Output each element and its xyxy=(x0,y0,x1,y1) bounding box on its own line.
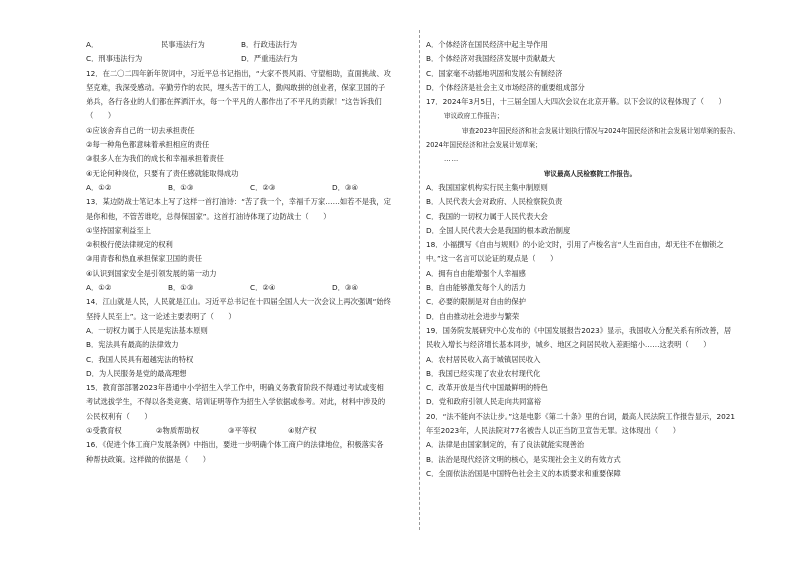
q12-line: 12．在二〇二四年新年贺词中，习近平总书记指出，“大家不畏风雨、守望相助，直面挑战、攻 xyxy=(86,68,391,78)
q19-option-c: C．改革开放是当代中国最鲜明的特色 xyxy=(426,383,548,393)
q14-option-a: A．一切权力属于人民是宪法基本原则 xyxy=(86,325,208,335)
q17-option-d: D．全国人民代表大会是我国的根本政治制度 xyxy=(426,225,571,235)
q12-item: ③很多人在为我们的成长和幸福承担着责任 xyxy=(86,154,224,164)
q18-option-a: A．拥有自由能增强个人幸福感 xyxy=(426,268,526,278)
q18-option-d: D．自由推动社会进步与繁荣 xyxy=(426,311,520,321)
q13-item: ①坚持国家利益至上 xyxy=(86,225,151,235)
q13-options xyxy=(86,281,416,295)
q17-option-c: C．我国的一切权力属于人民代表大会 xyxy=(426,211,548,221)
q12-option-c: C．②③ xyxy=(250,182,276,192)
q13-item: ③用青春和热血承担保家卫国的责任 xyxy=(86,254,202,264)
q15-line: 15．教育部部署2023年普通中小学招生入学工作中，明确义务教育阶段不得通过考试或变相 xyxy=(86,383,384,393)
q14-option-c: C．我国人民具有超越宪法的特权 xyxy=(86,354,194,364)
q13-option-c: C．②④ xyxy=(250,283,276,293)
q12-line: 弟兵，各行各业的人们都在挥洒汗水，每一个平凡的人都作出了不平凡的贡献！”这告诉我们 xyxy=(86,97,382,107)
q18-option-b: B．自由能够激发每个人的活力 xyxy=(426,283,526,293)
q11-option-a: 民事违法行为 xyxy=(161,40,205,49)
q17-option-b: B．人民代表大会对政府、人民检察院负责 xyxy=(426,197,563,207)
q16-option-d: D．个体经济是社会主义市场经济的重要组成部分 xyxy=(426,82,585,92)
q13-line: 是你和他，不管苦谁吃，总得保国家”。这首打油诗体现了边防战士（ ） xyxy=(86,211,331,221)
q13-line: 13．某边防战士笔记本上写了这样一首打油诗：“苦了我一个，幸福千万家……如若不是我，定 xyxy=(86,197,391,207)
q20-option-c: C．全面依法治国是中国特色社会主义的本质要求和重要保障 xyxy=(426,468,621,478)
q15-line: 考试选拔学生，不得以各类竞赛、培训证明等作为招生入学依据或参考。对此，材料中涉及的 xyxy=(86,397,386,407)
q13-option-b: B．①③ xyxy=(168,283,194,293)
q17-agenda-ellipsis: …… xyxy=(444,155,460,164)
q12-option-d: D．③④ xyxy=(332,182,358,192)
q19-option-a: A．农村居民收入高于城镇居民收入 xyxy=(426,354,541,364)
q15-item: ①受教育权 xyxy=(86,426,122,436)
q16-line: 16．《促进个体工商户发展条例》中指出，要进一步明确个体工商户的法律地位，积极落实各 xyxy=(86,440,384,450)
q12-item: ②每一种角色都意味着承担相应的责任 xyxy=(86,140,210,150)
q13-item: ④认识到国家安全是引领发展的第一动力 xyxy=(86,268,217,278)
q20-line: 年至2023年，人民法院对77名被告人以正当防卫宣告无罪。这体现出（ ） xyxy=(426,426,681,436)
q17-agenda-item: 2024年国民经济和社会发展计划草案； xyxy=(426,141,542,150)
q11-option-c: C．刑事违法行为 xyxy=(86,54,143,64)
q17-option-a: A．我国国家机构实行民主集中制原则 xyxy=(426,182,548,192)
q12-option-a: A．①② xyxy=(86,182,112,192)
q13-option-a: A．①② xyxy=(86,283,112,293)
q17-agenda-item: 审议政府工作报告； xyxy=(444,112,504,121)
q11-options-row2 xyxy=(86,52,416,66)
q12-line: （ ） xyxy=(86,111,116,121)
q11-options-row1 xyxy=(86,38,416,52)
q19-line: 19．国务院发展研究中心发布的《中国发展报告2023》显示，我国收入分配关系有所改善，居 xyxy=(426,325,732,335)
q13-option-d: D．③④ xyxy=(332,283,358,293)
q16-option-c: C．国家毫不动摇地巩固和发展公有制经济 xyxy=(426,68,563,78)
q16-line: 种帮扶政策。这样做的依据是（ ） xyxy=(86,454,211,464)
q20-option-b: B．法治是现代经济文明的核心，是实现社会主义的有效方式 xyxy=(426,454,621,464)
left-column xyxy=(86,38,416,467)
q17-agenda-item: 审查2023年国民经济和社会发展计划执行情况与2024年国民经济和社会发展计划草案的报告、 xyxy=(462,126,740,135)
q14-option-d: D．为人民服务是党的最高理想 xyxy=(86,368,187,378)
q11-option-b: B．行政违法行为 xyxy=(241,40,298,49)
q18-line: 中。”这一名言可以论证的观点是（ ） xyxy=(426,254,558,264)
q17-line: 17．2024年3月5日，十三届全国人大四次会议在北京开幕。以下会议的议程体现了（ ） xyxy=(426,97,726,107)
q15-item: ④财产权 xyxy=(288,426,317,436)
q19-line: 民收入增长与经济增长基本同步，城乡、地区之间居民收入差距缩小……这表明（ ） xyxy=(426,340,711,350)
q19-option-d: D．党和政府引领人民走向共同富裕 xyxy=(426,397,542,407)
q12-options xyxy=(86,181,416,195)
q14-line: 坚持人民至上”。这一论述主要表明了（ ） xyxy=(86,311,236,321)
q18-option-c: C．必要的限制是对自由的保护 xyxy=(426,297,526,307)
right-column xyxy=(426,38,754,481)
q12-item: ①应该舍弃自己的一切去承担责任 xyxy=(86,125,195,135)
q19-option-b: B．我国已经实现了农业农村现代化 xyxy=(426,368,541,378)
q12-item: ④无论何种岗位，只要有了责任感就能取得成功 xyxy=(86,168,239,178)
q15-line: 公民权利有（ ） xyxy=(86,411,152,421)
q15-item: ②物质帮助权 xyxy=(156,426,200,436)
q15-item: ③平等权 xyxy=(228,426,257,436)
q11-option-d: D．严重违法行为 xyxy=(241,54,298,64)
q20-line: 20．“法不能向不法让步。”这是电影《第二十条》里的台词，最高人民法院工作报告显示，2021 xyxy=(426,411,736,421)
column-divider xyxy=(419,30,420,530)
q15-items xyxy=(86,424,416,438)
q11-option-a-label: A． xyxy=(86,40,99,49)
q18-line: 18．小福撰写《自由与规则》的小论文时，引用了卢梭名言“人生而自由，却无往不在枷锁之 xyxy=(426,240,724,250)
q12-option-b: B．①③ xyxy=(168,182,194,192)
q16-option-b: B．个体经济对我国经济发展中贡献最大 xyxy=(426,54,556,64)
q14-option-b: B．宪法具有最高的法律效力 xyxy=(86,340,179,350)
q13-item: ②积极行使法律规定的权利 xyxy=(86,240,173,250)
q20-option-a: A．法律是由国家制定的，有了良法就能实现善治 xyxy=(426,440,585,450)
q16-option-a: A．个体经济在国民经济中起主导作用 xyxy=(426,40,548,49)
q14-line: 14．江山就是人民，人民就是江山。习近平总书记在十四届全国人大一次会议上再次强调“始终 xyxy=(86,297,391,307)
q17-agenda-item: 审议最高人民检察院工作报告。 xyxy=(543,169,637,178)
q12-line: 坚克难，我深受感动。辛勤劳作的农民，埋头苦干的工人，勤闯敢拼的创业者，保家卫国的子 xyxy=(86,82,386,92)
